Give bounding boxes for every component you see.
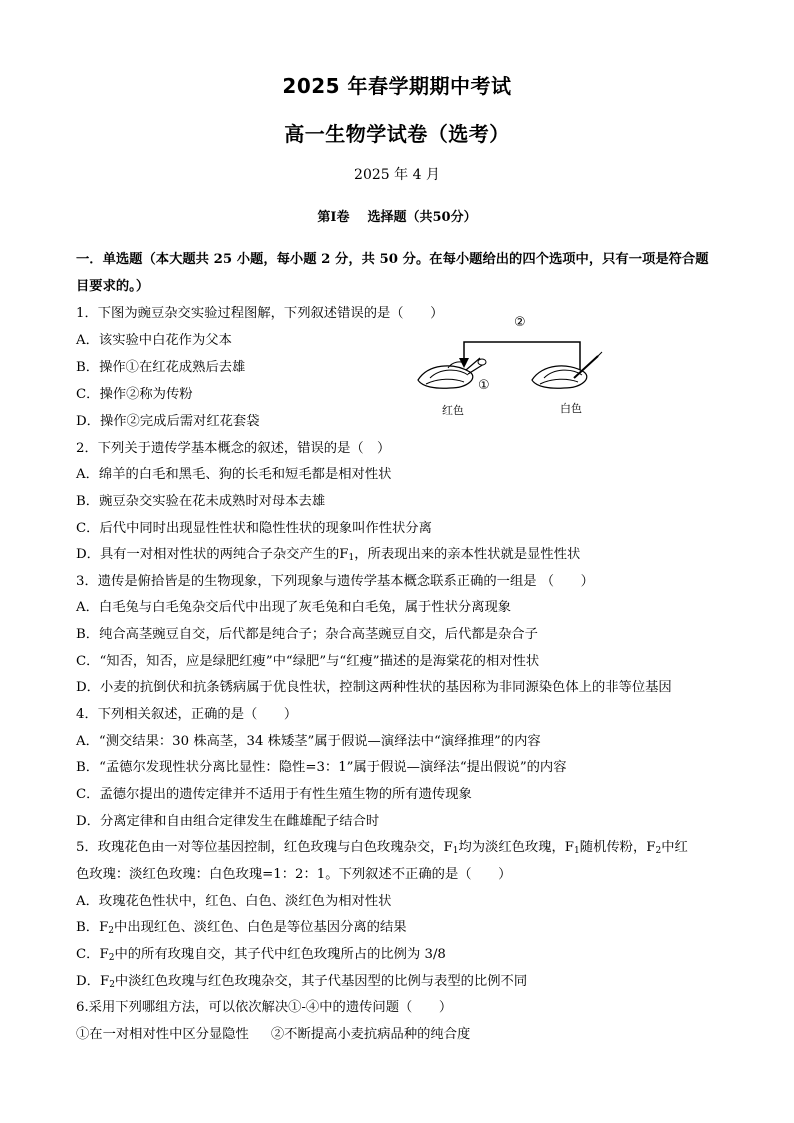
q1-option-d: D．操作②完成后需对红花套袋 xyxy=(76,414,260,429)
section-part: 第Ⅰ卷 xyxy=(317,210,350,225)
exam-subtitle: 高一生物学试卷（选考） xyxy=(284,122,510,146)
q3-option-d: D．小麦的抗倒伏和抗条锈病属于优良性状，控制这两种性状的基因称为非同源染色体上的非等位基因 xyxy=(76,680,672,695)
q6-stem: 6.采用下列哪组方法，可以依次解决①-④中的遗传问题（ ） xyxy=(76,1000,453,1015)
q2-option-b: B．豌豆杂交实验在花未成熟时对母本去雄 xyxy=(76,494,326,509)
q3-stem: 3．遗传是俯拾皆是的生物现象，下列现象与遗传学基本概念联系正确的一组是 （ ） xyxy=(76,574,594,589)
q4-stem: 4．下列相关叙述，正确的是（ ） xyxy=(76,707,298,722)
q3-option-b: B．纯合高茎豌豆自交，后代都是纯合子；杂合高茎豌豆自交，后代都是杂合子 xyxy=(76,627,538,642)
q2-option-a: A．绵羊的白毛和黑毛、狗的长毛和短毛都是相对性状 xyxy=(76,467,392,482)
pea-cross-diagram xyxy=(408,312,618,422)
q3-option-a: A．白毛兔与白毛兔杂交后代中出现了灰毛兔和白毛兔，属于性状分离现象 xyxy=(76,600,512,615)
operation-2-label: ② xyxy=(514,315,526,330)
q4-option-a: A．“测交结果：30 株高茎，34 株矮茎”属于假说—演绎法中“演绎推理”的内容 xyxy=(76,734,541,749)
q6-item-2: ②不断提高小麦抗病品种的纯合度 xyxy=(270,1027,471,1042)
q5-option-b: B．$F_2$中出现红色、淡红色、白色是等位基因分离的结果 xyxy=(76,920,407,936)
q2-option-c: C．后代中同时出现显性性状和隐性性状的现象叫作性状分离 xyxy=(76,521,432,536)
section-heading xyxy=(0,206,794,225)
q1-stem: 1．下图为豌豆杂交实验过程图解，下列叙述错误的是（ ） xyxy=(76,306,444,321)
q2-stem: 2．下列关于遗传学基本概念的叙述，错误的是（ ） xyxy=(76,441,391,456)
operation-1-label: ① xyxy=(478,378,490,393)
exam-title: 2025 年春学期期中考试 xyxy=(282,74,512,98)
q3-option-c: C．“知否，知否，应是绿肥红瘦”中“绿肥”与“红瘦”描述的是海棠花的相对性状 xyxy=(76,654,540,669)
instructions-line-1: 一．单选题（本大题共 25 小题，每小题 2 分，共 50 分。在每小题给出的四个选项中，只有一项是符合题 xyxy=(76,252,709,267)
white-flower-icon xyxy=(532,366,587,388)
q4-option-b: B．“孟德尔发现性状分离比显性：隐性=3：1”属于假说—演绎法“提出假说”的内容 xyxy=(76,760,567,775)
instructions-line-2: 目要求的。） xyxy=(76,279,150,294)
red-flower-label: 红色 xyxy=(442,404,464,417)
q4-option-d: D．分离定律和自由组合定律发生在雌雄配子结合时 xyxy=(76,814,380,829)
section-name: 选择题（共50分） xyxy=(367,210,477,225)
q5-stem-line-2: 色玫瑰：淡红色玫瑰：白色玫瑰=1：2：1。下列叙述不正确的是（ ） xyxy=(76,867,512,882)
q6-item-1: ①在一对相对性中区分显隐性 xyxy=(76,1027,249,1042)
q5-stem-line-1: 5．玫瑰花色由一对等位基因控制，红色玫瑰与白色玫瑰杂交，$F_1$均为淡红色玫瑰，$F_1$随机传粉，$F_2$中红 xyxy=(76,840,688,856)
q1-option-b: B．操作①在红花成熟后去雄 xyxy=(76,360,246,375)
q1-option-a: A．该实验中白花作为父本 xyxy=(76,333,232,348)
q6-items xyxy=(76,1025,470,1045)
white-flower-label: 白色 xyxy=(560,402,582,415)
q5-option-a: A．玫瑰花色性状中，红色、白色、淡红色为相对性状 xyxy=(76,894,392,909)
q2-option-d: D．具有一对相对性状的两纯合子杂交产生的$F_1$，所表现出来的亲本性状就是显性性状 xyxy=(76,547,581,563)
q4-option-c: C．孟德尔提出的遗传定律并不适用于有性生殖生物的所有遗传现象 xyxy=(76,787,472,802)
q5-option-c: C．$F_2$中的所有玫瑰自交，其子代中红色玫瑰所占的比例为 3/8 xyxy=(76,947,446,963)
pea-cross-illustration xyxy=(408,312,618,422)
q1-option-c: C．操作②称为传粉 xyxy=(76,387,193,402)
q5-option-d: D．$F_2$中淡红色玫瑰与红色玫瑰杂交，其子代基因型的比例与表型的比例不同 xyxy=(76,974,528,990)
exam-date: 2025 年 4 月 xyxy=(354,167,440,183)
